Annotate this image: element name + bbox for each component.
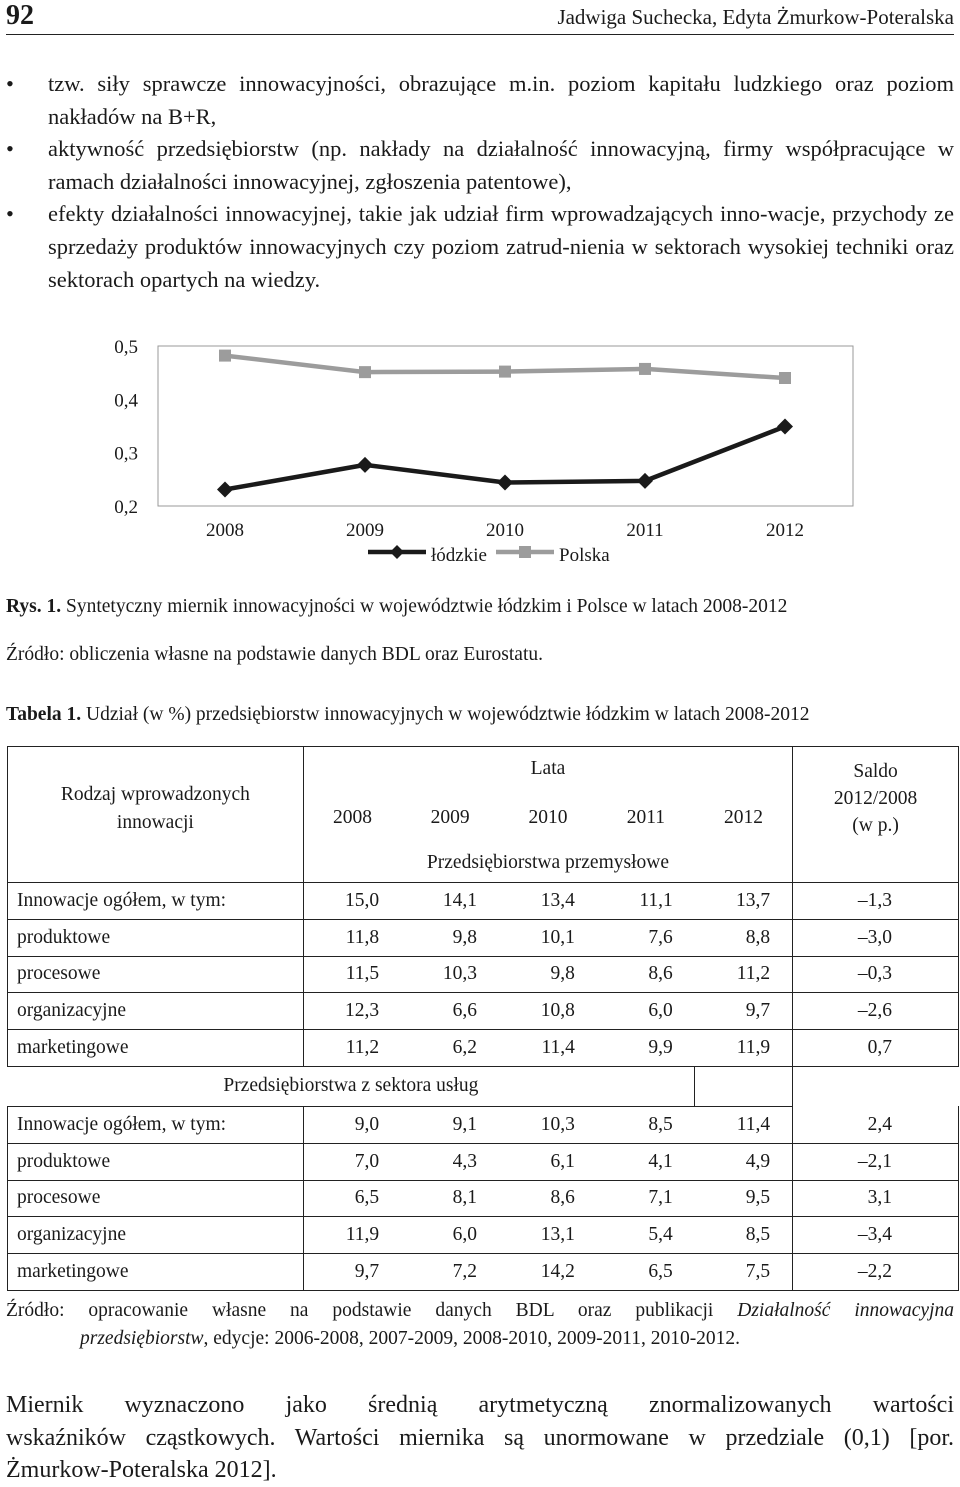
saldo-header xyxy=(793,747,959,845)
bullet-item: • efekty działalności innowacyjnej, takie jak udział firm wprowadzających inno-wacje, przychody ze sprzedaży produktów innowacyjnych czy poziom zatrud-nienia w sektorach wysokiej techniki oraz sektorach opartych na wiedzy. xyxy=(6,198,954,296)
value-cell: 4,9 xyxy=(695,1143,793,1180)
data-point xyxy=(779,372,791,384)
saldo-cell: –2,2 xyxy=(793,1254,959,1291)
table-source-prefix: Źródło: opracowanie własne na podstawie danych BDL oraz publikacji xyxy=(6,1300,738,1321)
table-caption-label: Tabela 1. xyxy=(6,704,82,725)
value-cell: 11,2 xyxy=(695,956,793,993)
value-cell: 8,1 xyxy=(401,1180,499,1217)
data-point xyxy=(777,419,793,435)
innovation-share-table xyxy=(7,746,959,1291)
value-cell: 13,1 xyxy=(499,1217,597,1254)
value-cell: 7,1 xyxy=(597,1180,695,1217)
value-cell: 6,0 xyxy=(597,993,695,1030)
value-cell: 9,5 xyxy=(695,1180,793,1217)
x-tick-label: 2009 xyxy=(346,520,384,541)
value-cell: 4,3 xyxy=(401,1143,499,1180)
years-group-header: Lata xyxy=(303,747,792,791)
table-row xyxy=(8,1106,959,1143)
row-label: procesowe xyxy=(8,956,304,993)
data-point xyxy=(637,473,653,489)
table-source-line xyxy=(6,1325,954,1353)
section-header-row xyxy=(8,1066,959,1106)
value-cell: 5,4 xyxy=(597,1217,695,1254)
year-header: 2009 xyxy=(430,806,470,828)
table-source-line xyxy=(6,1297,954,1325)
series-layer xyxy=(217,350,793,498)
table-source-suffix: , edycje: 2006-2008, 2007-2009, 2008-2010, 2009-2011, 2010-2012. xyxy=(203,1328,741,1349)
body-paragraph xyxy=(6,1389,954,1487)
row-label: procesowe xyxy=(8,1180,304,1217)
value-cell: 9,0 xyxy=(303,1106,401,1143)
saldo-cell: 3,1 xyxy=(793,1180,959,1217)
value-cell: 6,1 xyxy=(499,1143,597,1180)
value-cell: 10,1 xyxy=(499,919,597,956)
saldo-cell: –2,6 xyxy=(793,993,959,1030)
year-header: 2008 xyxy=(332,806,372,828)
value-cell: 11,9 xyxy=(303,1217,401,1254)
value-cell: 8,6 xyxy=(499,1180,597,1217)
table-row xyxy=(8,1217,959,1254)
table-header-row xyxy=(8,747,959,791)
section-title-saldo-cell xyxy=(793,845,959,883)
figure-caption xyxy=(6,594,787,620)
value-cell: 11,8 xyxy=(303,919,401,956)
data-point xyxy=(499,366,511,378)
paragraph-line: Żmurkow-Poteralska 2012]. xyxy=(6,1457,277,1483)
x-tick-labels xyxy=(206,520,804,541)
legend-label: łódzkie xyxy=(431,545,487,566)
value-cell: 14,2 xyxy=(499,1254,597,1291)
row-label-header-line: Rodzaj wprowadzonych xyxy=(60,783,250,805)
y-tick-label: 0,3 xyxy=(114,443,138,465)
value-cell: 6,5 xyxy=(597,1254,695,1291)
table-caption xyxy=(6,702,810,728)
page-number: 92 xyxy=(6,0,34,31)
table-row xyxy=(8,1143,959,1180)
table-source xyxy=(6,1297,954,1353)
saldo-cell: –2,1 xyxy=(793,1143,959,1180)
saldo-cell: –3,4 xyxy=(793,1217,959,1254)
value-cell: 9,7 xyxy=(303,1254,401,1291)
data-point xyxy=(497,475,513,491)
saldo-cell: 2,4 xyxy=(793,1106,959,1143)
paragraph-line: Miernik wyznaczono jako średnią arytmetyczną znormalizowanych wartości xyxy=(6,1392,954,1418)
value-cell: 7,6 xyxy=(597,919,695,956)
saldo-header-line: Saldo xyxy=(853,761,898,783)
value-cell: 14,1 xyxy=(401,883,499,920)
row-label: organizacyjne xyxy=(8,1217,304,1254)
value-cell: 8,5 xyxy=(597,1106,695,1143)
saldo-cell: –3,0 xyxy=(793,919,959,956)
value-cell: 11,9 xyxy=(695,1030,793,1067)
table-row xyxy=(8,993,959,1030)
table-row xyxy=(8,956,959,993)
legend-label: Polska xyxy=(559,545,610,566)
year-header: 2012 xyxy=(723,806,763,828)
figure-caption-text: Syntetyczny miernik innowacyjności w województwie łódzkim i Polsce w latach 2008-2012 xyxy=(61,596,788,617)
row-label: Innowacje ogółem, w tym: xyxy=(8,883,304,920)
value-cell: 11,5 xyxy=(303,956,401,993)
data-point xyxy=(359,366,371,378)
data-point xyxy=(219,350,231,362)
value-cell: 8,8 xyxy=(695,919,793,956)
value-cell: 10,3 xyxy=(401,956,499,993)
value-cell: 10,3 xyxy=(499,1106,597,1143)
value-cell: 8,6 xyxy=(597,956,695,993)
section-title: Przedsiębiorstwa z sektora usług xyxy=(8,1066,695,1106)
value-cell: 8,5 xyxy=(695,1217,793,1254)
row-label: produktowe xyxy=(8,1143,304,1180)
innovation-index-chart xyxy=(0,330,960,575)
section-title-saldo-cell xyxy=(695,1066,793,1106)
value-cell: 11,4 xyxy=(499,1030,597,1067)
year-header: 2011 xyxy=(626,806,665,828)
value-cell: 12,3 xyxy=(303,993,401,1030)
value-cell: 9,1 xyxy=(401,1106,499,1143)
table-source-title: Działalność innowacyjna xyxy=(737,1300,954,1321)
legend-swatch-marker xyxy=(519,546,531,558)
header-rule xyxy=(6,34,954,35)
saldo-header-line: 2012/2008 xyxy=(833,788,918,810)
x-tick-label: 2011 xyxy=(626,520,664,541)
value-cell: 11,4 xyxy=(695,1106,793,1143)
value-cell: 6,6 xyxy=(401,993,499,1030)
table-row xyxy=(8,919,959,956)
figure-caption-label: Rys. 1. xyxy=(6,596,62,617)
data-point xyxy=(639,363,651,375)
y-tick-label: 0,2 xyxy=(114,497,138,518)
row-label: marketingowe xyxy=(8,1254,304,1291)
saldo-cell: –0,3 xyxy=(793,956,959,993)
table-row xyxy=(8,1254,959,1291)
row-label-header-line: innowacji xyxy=(116,811,194,833)
value-cell: 11,1 xyxy=(597,883,695,920)
value-cell: 7,5 xyxy=(695,1254,793,1291)
table-row xyxy=(8,883,959,920)
table-row xyxy=(8,1030,959,1067)
x-tick-label: 2010 xyxy=(486,520,524,541)
data-point xyxy=(357,457,373,473)
bullet-item: • tzw. siły sprawcze innowacyjności, obrazujące m.in. poziom kapitału ludzkiego oraz poziom nakładów na B+R, xyxy=(6,68,954,133)
value-cell: 7,0 xyxy=(303,1143,401,1180)
x-tick-label: 2012 xyxy=(766,520,804,541)
paragraph-line: wskaźników cząstkowych. Wartości miernika są unormowane w przedziale (0,1) [por. xyxy=(6,1424,954,1451)
table-caption-text: Udział (w %) przedsiębiorstw innowacyjnych w województwie łódzkim w latach 2008-2012 xyxy=(81,704,810,725)
legend-swatch-marker xyxy=(390,545,404,559)
saldo-header-line: (w p.) xyxy=(852,815,899,837)
figure-source: Źródło: obliczenia własne na podstawie danych BDL oraz Eurostatu. xyxy=(6,644,543,665)
row-label: Innowacje ogółem, w tym: xyxy=(8,1106,304,1143)
value-cell: 9,8 xyxy=(401,919,499,956)
section-title: Przedsiębiorstwa przemysłowe xyxy=(303,845,792,883)
value-cell: 15,0 xyxy=(303,883,401,920)
year-header: 2010 xyxy=(528,806,568,828)
row-label: marketingowe xyxy=(8,1030,304,1067)
saldo-cell: –1,3 xyxy=(793,883,959,920)
value-cell: 10,8 xyxy=(499,993,597,1030)
table-row xyxy=(8,1180,959,1217)
value-cell: 13,4 xyxy=(499,883,597,920)
value-cell: 9,7 xyxy=(695,993,793,1030)
data-point xyxy=(217,481,233,497)
value-cell: 6,2 xyxy=(401,1030,499,1067)
value-cell: 13,7 xyxy=(695,883,793,920)
running-title: Jadwiga Suchecka, Edyta Żmurkow-Poteralska xyxy=(557,5,954,29)
bullet-list xyxy=(6,68,954,296)
row-label: produktowe xyxy=(8,919,304,956)
value-cell: 6,5 xyxy=(303,1180,401,1217)
value-cell: 9,9 xyxy=(597,1030,695,1067)
x-tick-label: 2008 xyxy=(206,520,244,541)
row-label: organizacyjne xyxy=(8,993,304,1030)
y-tick-label: 0,4 xyxy=(114,390,138,412)
legend xyxy=(368,545,610,566)
value-cell: 11,2 xyxy=(303,1030,401,1067)
bullet-item: • aktywność przedsiębiorstw (np. nakłady na działalność innowacyjną, firmy współpracujące w ramach działalności innowacyjnej, zgłoszenia patentowe), xyxy=(6,133,954,198)
table-source-title: przedsiębiorstw xyxy=(80,1328,204,1349)
value-cell: 4,1 xyxy=(597,1143,695,1180)
y-tick-labels xyxy=(114,337,138,518)
row-label-header xyxy=(8,747,304,883)
value-cell: 7,2 xyxy=(401,1254,499,1291)
value-cell: 9,8 xyxy=(499,956,597,993)
saldo-cell: 0,7 xyxy=(793,1030,959,1067)
y-tick-label: 0,5 xyxy=(114,337,138,358)
value-cell: 6,0 xyxy=(401,1217,499,1254)
